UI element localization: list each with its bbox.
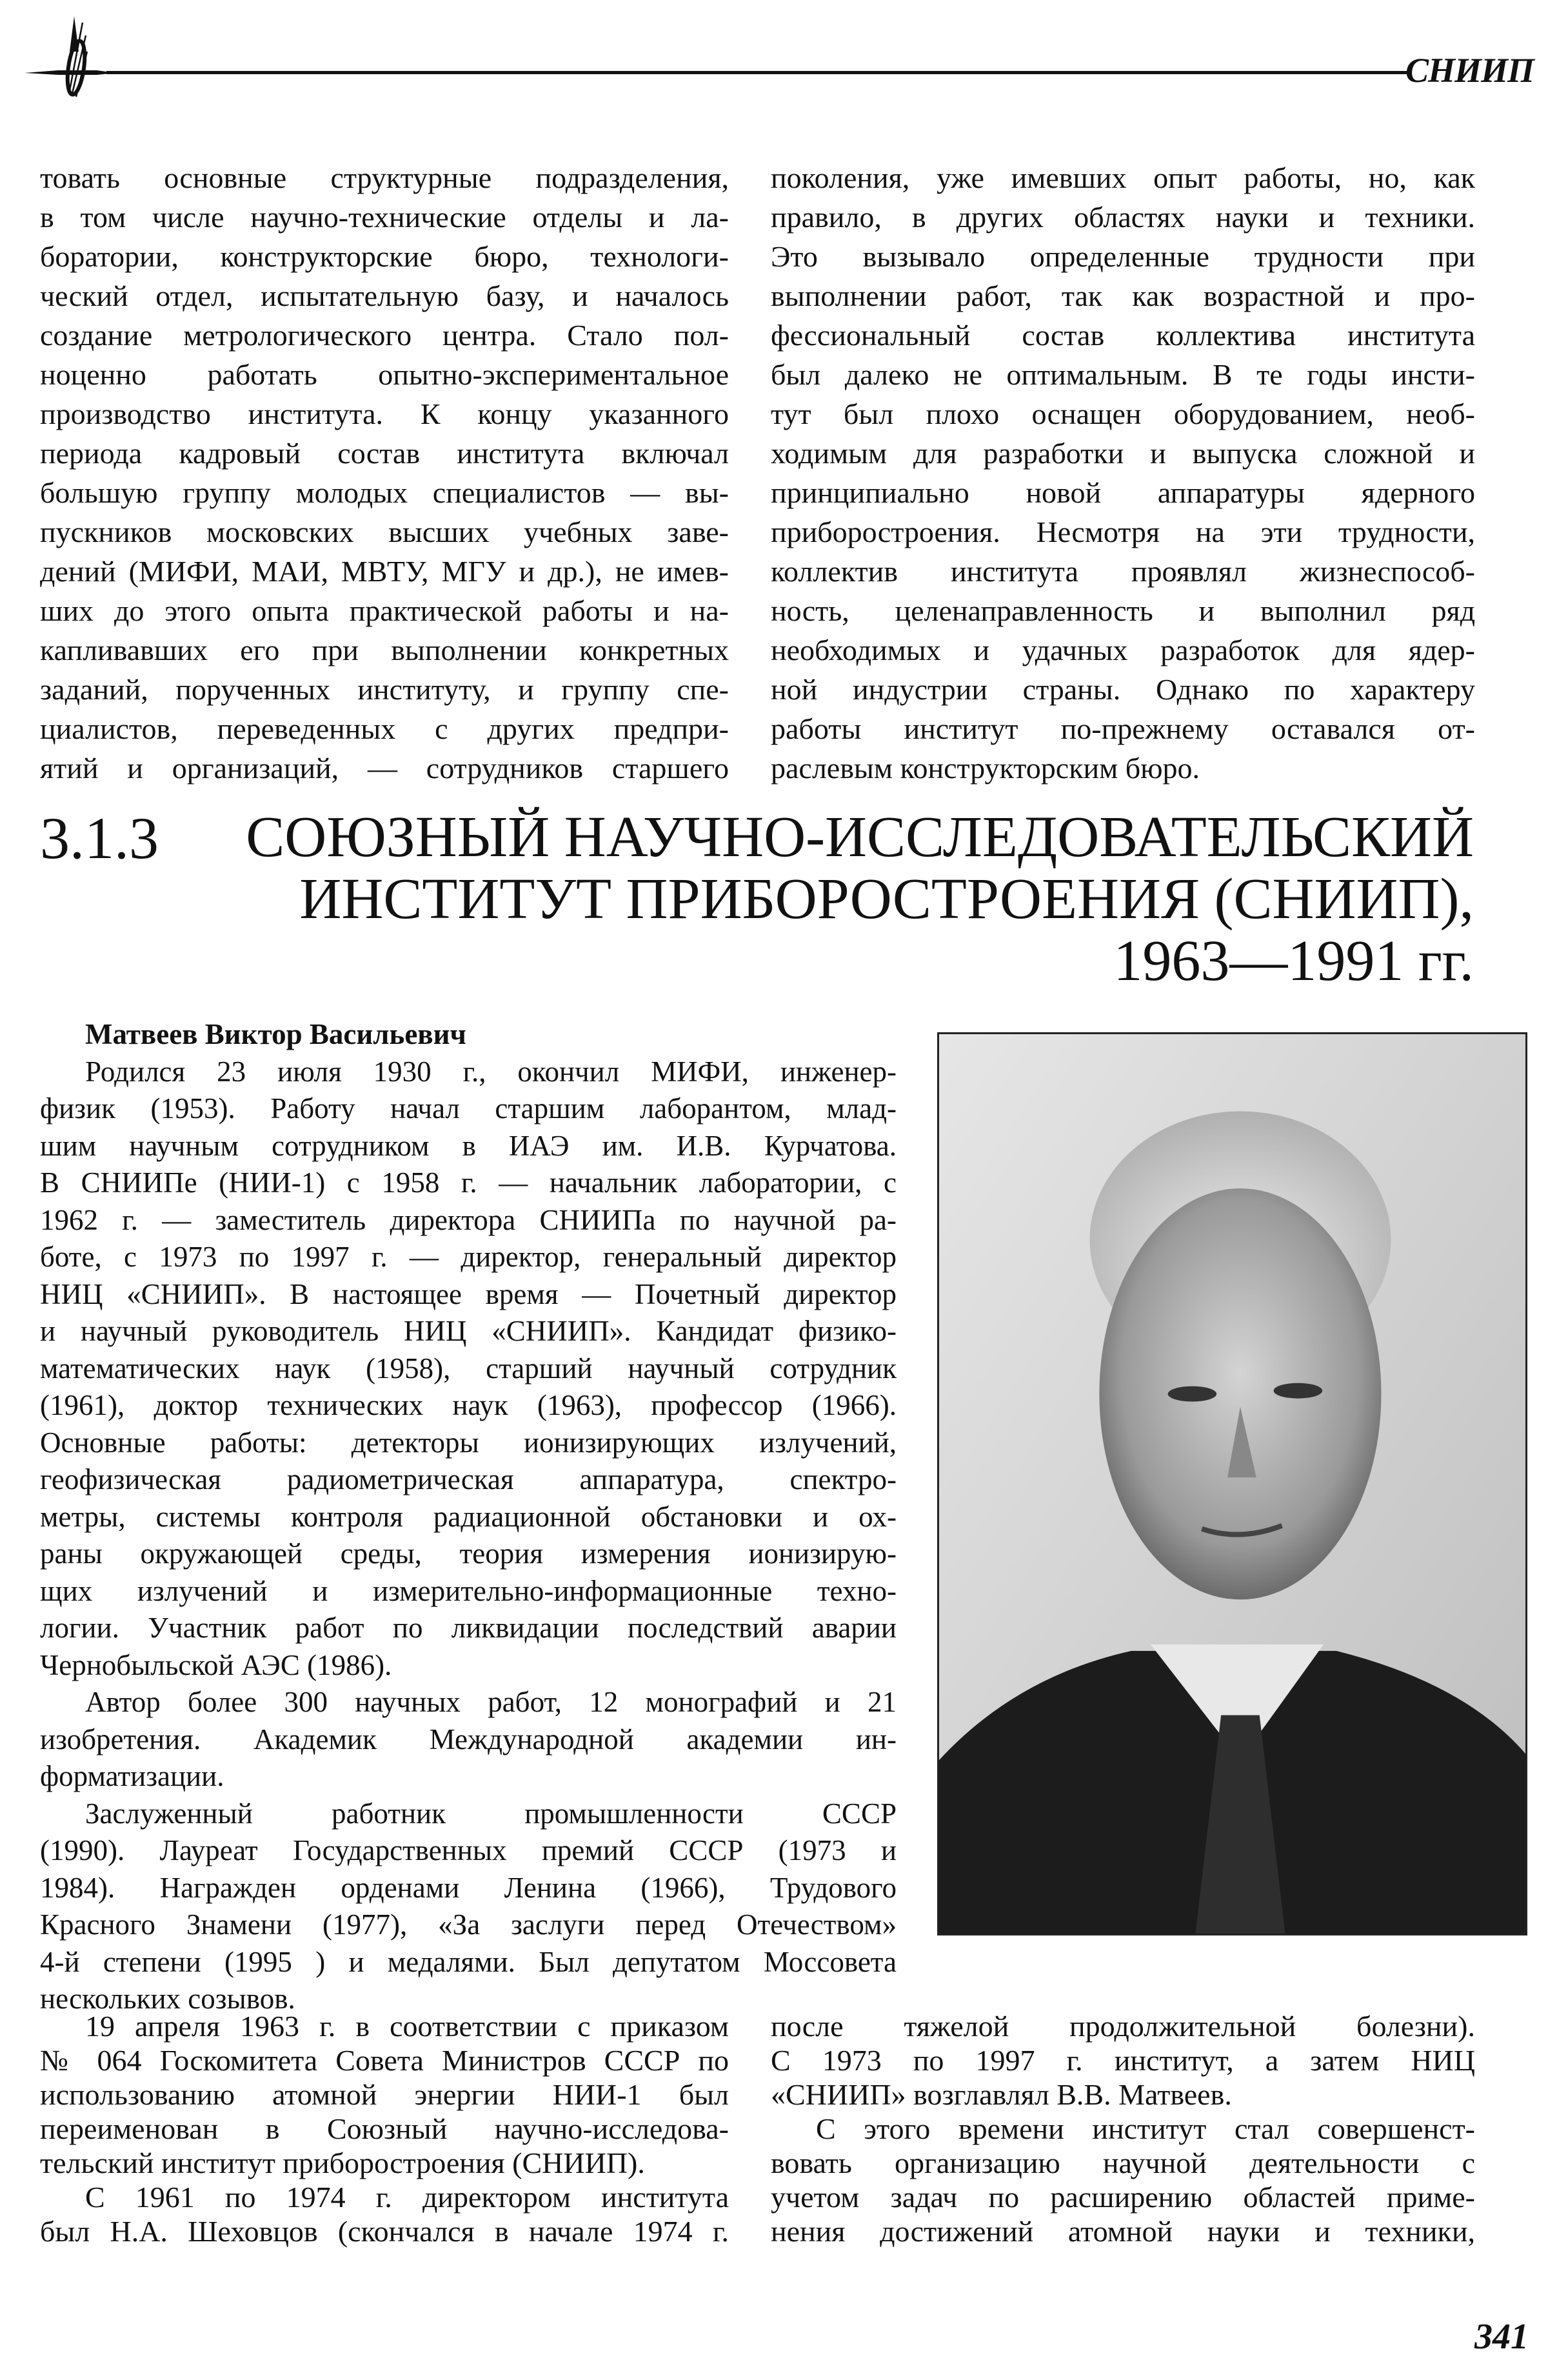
text-line: был Н.А. Шеховцов (скончался в начале 1974 г. bbox=[40, 2215, 729, 2248]
text-line: выполнении работ, так как возрастной и про- bbox=[771, 279, 1475, 312]
text-line: В СНИИПе (НИИ-1) с 1958 г. — начальник лаборатории, с bbox=[40, 1166, 897, 1199]
text-line: тут был плохо оснащен оборудованием, необ- bbox=[771, 397, 1475, 430]
running-title: СНИИП bbox=[1405, 51, 1534, 90]
text-line: был далеко не оптимальным. В те годы инсти- bbox=[771, 358, 1475, 391]
text-line: нения достижений атомной науки и техники, bbox=[771, 2215, 1475, 2248]
text-line: боратории, конструкторские бюро, технологи- bbox=[40, 240, 729, 273]
page-number: 341 bbox=[1474, 2317, 1529, 2357]
text-line: правило, в других областях науки и техники. bbox=[771, 201, 1475, 234]
text-line: ность, целенаправленность и выполнил ряд bbox=[771, 594, 1475, 627]
text-line: математических наук (1958), старший научный сотрудник bbox=[40, 1352, 897, 1385]
text-line: С 1973 по 1997 г. институт, а затем НИЦ bbox=[771, 2044, 1475, 2077]
institute-emblem-icon bbox=[19, 6, 148, 103]
text-line: Автор более 300 научных работ, 12 монографий и 21 bbox=[85, 1686, 897, 1718]
text-line: принципиально новой аппаратуры ядерного bbox=[771, 476, 1475, 509]
text-line: (1961), доктор технических наук (1963), профессор (1966). bbox=[40, 1389, 897, 1421]
text-line: щих излучений и измерительно-информационные техно- bbox=[40, 1574, 897, 1607]
section-title-line: ИНСТИТУТ ПРИБОРОСТРОЕНИЯ (СНИИП), bbox=[299, 867, 1474, 931]
text-line: ших до этого опыта практической работы и на- bbox=[40, 594, 729, 627]
text-line: № 064 Госкомитета Совета Министров СССР по bbox=[40, 2044, 729, 2077]
text-line: ятий и организаций, — сотрудников старшего bbox=[40, 752, 729, 785]
portrait-image bbox=[939, 1034, 1525, 1934]
text-line: физик (1953). Работу начал старшим лаборантом, млад- bbox=[40, 1092, 897, 1125]
text-line: использованию атомной энергии НИИ-1 был bbox=[40, 2078, 729, 2111]
text-line: изобретения. Академик Международной академии ин- bbox=[40, 1723, 897, 1755]
text-line: периода кадровый состав института включал bbox=[40, 437, 729, 470]
biography-name: Матвеев Виктор Васильевич bbox=[85, 1018, 466, 1050]
text-line: метры, системы контроля радиационной обстановки и ох- bbox=[40, 1500, 897, 1533]
text-line: нескольких созывов. bbox=[40, 1983, 295, 2015]
text-line: 1962 г. — заместитель директора СНИИПа по научной ра- bbox=[40, 1203, 897, 1236]
text-line: раслевым конструкторским бюро. bbox=[771, 752, 1200, 785]
text-line: поколения, уже имевших опыт работы, но, как bbox=[771, 161, 1475, 194]
biography-text bbox=[40, 1016, 897, 2018]
section-number: 3.1.3 bbox=[40, 805, 159, 871]
section-title bbox=[246, 806, 1474, 992]
portrait-photo bbox=[937, 1032, 1527, 1935]
text-line: (1990). Лауреат Государственных премий СССР (1973 и bbox=[40, 1834, 897, 1866]
text-line: коллектив института проявлял жизнеспособ- bbox=[771, 555, 1475, 588]
text-line: переименован в Союзный научно-исследова- bbox=[40, 2112, 729, 2145]
text-line: «СНИИП» возглавлял В.В. Матвеев. bbox=[771, 2078, 1232, 2111]
text-line: 1984). Награжден орденами Ленина (1966), Трудового bbox=[40, 1871, 897, 1904]
text-line: Заслуженный работник промышленности СССР bbox=[85, 1797, 897, 1830]
text-line: товать основные структурные подразделения, bbox=[40, 161, 729, 194]
text-line: пускников московских высших учебных заве- bbox=[40, 515, 729, 548]
text-line: приборостроения. Несмотря на эти трудности, bbox=[771, 515, 1475, 548]
text-line: вовать организацию научной деятельности с bbox=[771, 2146, 1475, 2179]
text-line: боте, с 1973 по 1997 г. — директор, генеральный директор bbox=[40, 1241, 897, 1273]
text-line: форматизации. bbox=[40, 1760, 224, 1792]
text-line: необходимых и удачных разработок для ядер- bbox=[771, 634, 1475, 666]
text-line: капливавших его при выполнении конкретных bbox=[40, 634, 729, 666]
header-rule bbox=[106, 71, 1409, 74]
section-title-line: СОЮЗНЫЙ НАУЧНО-ИССЛЕДОВАТЕЛЬСКИЙ bbox=[246, 805, 1474, 869]
text-line: Красного Знамени (1977), «За заслуги перед Отечеством» bbox=[40, 1908, 897, 1941]
text-line: Чернобыльской АЭС (1986). bbox=[40, 1648, 392, 1681]
text-line: в том числе научно-технические отделы и ла- bbox=[40, 201, 729, 234]
text-line: НИЦ «СНИИП». В настоящее время — Почетный директор bbox=[40, 1277, 897, 1310]
text-line: геофизическая радиометрическая аппаратура, спектро- bbox=[40, 1463, 897, 1495]
text-line: производство института. К концу указанного bbox=[40, 397, 729, 430]
text-line: 19 апреля 1963 г. в соответствии с приказом bbox=[85, 2010, 729, 2043]
text-line: ноценно работать опытно-экспериментальное bbox=[40, 358, 729, 391]
text-line: большую группу молодых специалистов — вы- bbox=[40, 476, 729, 509]
text-line: Это вызывало определенные трудности при bbox=[771, 240, 1475, 273]
text-line: заданий, порученных институту, и группу спе- bbox=[40, 673, 729, 706]
text-line: циалистов, переведенных с других предпри- bbox=[40, 712, 729, 745]
text-line: логии. Участник работ по ликвидации последствий аварии bbox=[40, 1612, 897, 1644]
top-left-column bbox=[40, 158, 729, 788]
text-line: Родился 23 июля 1930 г., окончил МИФИ, инженер- bbox=[85, 1055, 897, 1088]
text-line: создание метрологического центра. Стало пол- bbox=[40, 319, 729, 352]
text-line: и научный руководитель НИЦ «СНИИП». Кандидат физико- bbox=[40, 1315, 897, 1347]
text-line: Основные работы: детекторы ионизирующих излучений, bbox=[40, 1426, 897, 1459]
text-line: раны окружающей среды, теория измерения ионизирую- bbox=[40, 1537, 897, 1570]
bottom-right-column bbox=[771, 2009, 1475, 2248]
text-line: тельский институт приборостроения (СНИИП). bbox=[40, 2146, 645, 2179]
text-line: работы институт по-прежнему оставался от- bbox=[771, 712, 1475, 745]
text-line: дений (МИФИ, МАИ, МВТУ, МГУ и др.), не имев- bbox=[40, 555, 729, 588]
section-title-line: 1963—1991 гг. bbox=[1113, 929, 1474, 993]
text-line: после тяжелой продолжительной болезни). bbox=[771, 2010, 1475, 2043]
text-line: С 1961 по 1974 г. директором института bbox=[85, 2181, 729, 2214]
text-line: ной индустрии страны. Однако по характеру bbox=[771, 673, 1475, 706]
text-line: С этого времени институт стал совершенст- bbox=[816, 2112, 1475, 2145]
text-line: фессиональный состав коллектива института bbox=[771, 319, 1475, 352]
bottom-left-column bbox=[40, 2009, 729, 2248]
text-line: учетом задач по расширению областей приме- bbox=[771, 2181, 1475, 2214]
text-line: ходимым для разработки и выпуска сложной и bbox=[771, 437, 1475, 470]
text-line: шим научным сотрудником в ИАЭ им. И.В. Курчатова. bbox=[40, 1129, 897, 1162]
text-line: 4-й степени (1995 ) и медалями. Был депутатом Моссовета bbox=[40, 1945, 897, 1978]
text-line: ческий отдел, испытательную базу, и началось bbox=[40, 279, 729, 312]
top-right-column bbox=[771, 158, 1475, 788]
